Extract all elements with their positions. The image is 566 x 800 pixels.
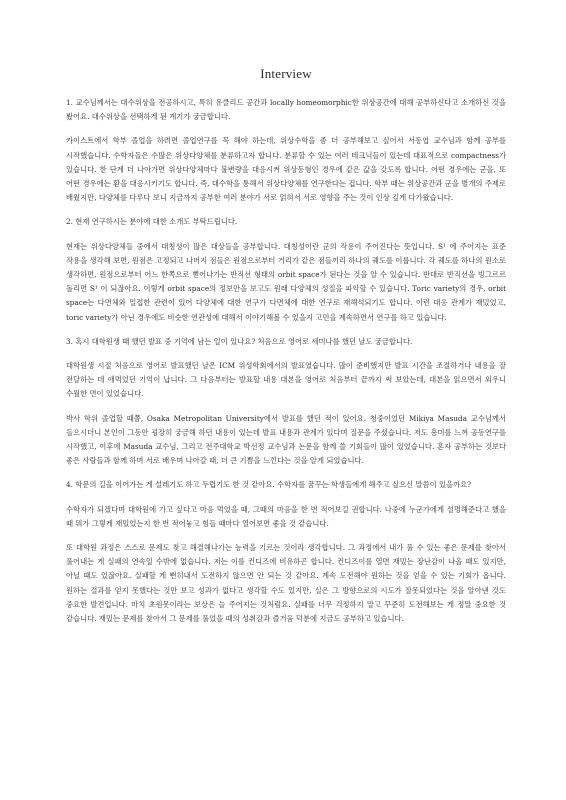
page-title: Interview: [260, 66, 312, 81]
answer-3a: 대학원생 시절 처음으로 영어로 발표했던 날은 ICM 위성학회에서의 발표였습니다. 많이 준비했지만 발표 시간을 조절하거나 내용을 잘 전달하는 데 애먹었던 기억이 납니다. 그 다음부터는 발표할 내용 대본을 영어로 처음부터 끝까지 써 보았는데, 대본을 읽으면서 외우니 수월한 면이 있었습니다.: [66, 361, 506, 399]
answer-1: 카이스트에서 학부 졸업을 하려면 졸업연구를 꼭 해야 하는데, 위상수학을 좀 더 공부해보고 싶어서 서동엽 교수님과 함께 공부를 시작했습니다. 수학자들은 수많은 위상다양체를 분류하고자 합니다. 분류할 수 있는 여러 테크닉들이 있는데 대표적으로 compactness가 있습니다. 한 단계 더 나아가면 위상다양체마다 불변량을 대응시켜 위상동형인 경우에 같은 값을 갖도록 합니다. 어떤 경우에는 군을, 또 어떤 경우에는 환을 대응시키기도 합니다. 즉, 대수학을 통해서 위상다양체를 연구한다는 겁니다. 학부 때는 위상공간과 군을 별개의 주제로 배웠지만, 다양체를 다루다 보니 지금까지 공부한 여러 분야가 서로 얽혀서 서로 영향을 주는 것이 인상 깊게 다가왔습니다.: [66, 136, 506, 203]
question-3: 3. 혹시 대학원생 때 했던 발표 중 기억에 남는 일이 있나요? 처음으로 영어로 세미나를 했던 날도 궁금합니다.: [66, 336, 413, 346]
question-2: 2. 현재 연구하시는 분야에 대한 소개도 부탁드립니다.: [66, 217, 238, 227]
answer-4a: 수학자가 되겠다며 대학원에 가고 싶다고 마음 먹었을 때, 그때의 마음을 한 번 적어보길 권합니다. 나중에 누군가에게 설명해준다고 했을 때 뭐가 그렇게 재밌었는지 한 번 적어놓고 힘들 때마다 열어보면 좋을 것 같습니다.: [66, 504, 506, 528]
answer-3b: 박사 학위 졸업할 때쯤, Osaka Metropolitan University에서 발표를 했던 적이 있어요. 청중이었던 Mikiya Masuda 교수님께서 들으시더니 본인이 그동안 굉장히 궁금해 하던 내용이 있는데 발표 내용과 관계가 있다며 질문을 주셨습니다. 저도 흥미를 느껴 공동연구를 시작했고, 이후에 Masuda 교수님, 그리고 전주대학교 박선정 교수님과 논문을 함께 쓸 기회들이 많이 있었습니다. 혼자 공부하는 것보다 좋은 사람들과 함께 하며 서로 배우며 나아갈 때, 더 큰 기쁨을 느낀다는 것을 알게 되었습니다.: [66, 413, 506, 466]
answer-2: 현재는 위상다양체들 중에서 대칭성이 많은 대상들을 공부합니다. 대칭성이란 군의 작용이 주어진다는 뜻입니다. S¹ 에 주어지는 표준 작용을 생각해 보면, 원점은 고정되고 나머지 점들은 원점으로부터 거리가 같은 점들끼리 하나의 궤도를 이룹니다. 각 궤도를 하나의 원소로 생각하면, 원점으로부터 어느 한쪽으로 뻗어나가는 반직선 형태의 orbit space가 된다는 것을 알 수 있습니다. 반대로 반직선을 빙그르르 돌리면 S¹ 이 되잖아요. 이렇게 orbit space의 정보만을 보고도 원래 다양체의 성질을 파악할 수 있습니다. Toric variety의 경우, orbit space는 다면체와 밀접한 관련이 있어 다양체에 대한 연구가 다면체에 대한 연구로 재해석되기도 합니다. 이런 대응 관계가 재밌었고, toric variety가 아닌 경우에도 비슷한 연관성에 대해서 이야기해볼 수 있을지 고민을 계속하면서 연구를 하고 있습니다.: [66, 241, 506, 322]
answer-4b: 또 대학원 과정은 스스로 문제도 찾고 해결해나가는 능력을 기르는 것이라 생각합니다. 그 과정에서 내가 풀 수 있는 좋은 문제를 찾아서 풀어내는 게 실패의 연속일 수밖에 없습니다. 저는 이를 컨디즈에 비유하곤 합니다. 컨디즈이를 열면 재밌는 장난감이 나올 때도 있지만, 아닐 때도 있잖아요. 실패할 게 뻔히내서 도전하지 않으면 안 되는 것 같아요. 계속 도전해야 원하는 것을 얻을 수 있는 기회가 옵니다. 원하는 결과를 얻지 못했다는 것만 보고 성과가 없다고 생각할 수도 있지만, 실은 그 방향으로의 시도가 잘못되었다는 것을 알아낸 것도 중요한 발견입니다. 마치 초원못이라는 보상은 늘 주어지는 것처럼요. 실패를 너무 걱정하지 말고 꾸준히 도전해보는 게 정말 중요한 것 같습니다. 재밌는 문제를 찾아서 그 문제를 풀었을 때의 성취감과 즐거움 덕분에 지금도 공부하고 있습니다.: [66, 543, 506, 624]
question-4: 4. 학문의 길을 이어가는 게 설레기도 하고 두렵기도 한 것 같아요. 수학자를 꿈꾸는 학생들에게 해주고 싶으신 말씀이 있을까요?: [66, 480, 472, 490]
question-1: 1. 교수님께서는 대수위상을 전공하시고, 특히 유클리드 공간과 locally homeomorphic한 위상공간에 대해 공부하신다고 소개하신 것을 봤어요. 대수위상을 선택하게 된 계기가 궁금합니다.: [66, 98, 506, 122]
